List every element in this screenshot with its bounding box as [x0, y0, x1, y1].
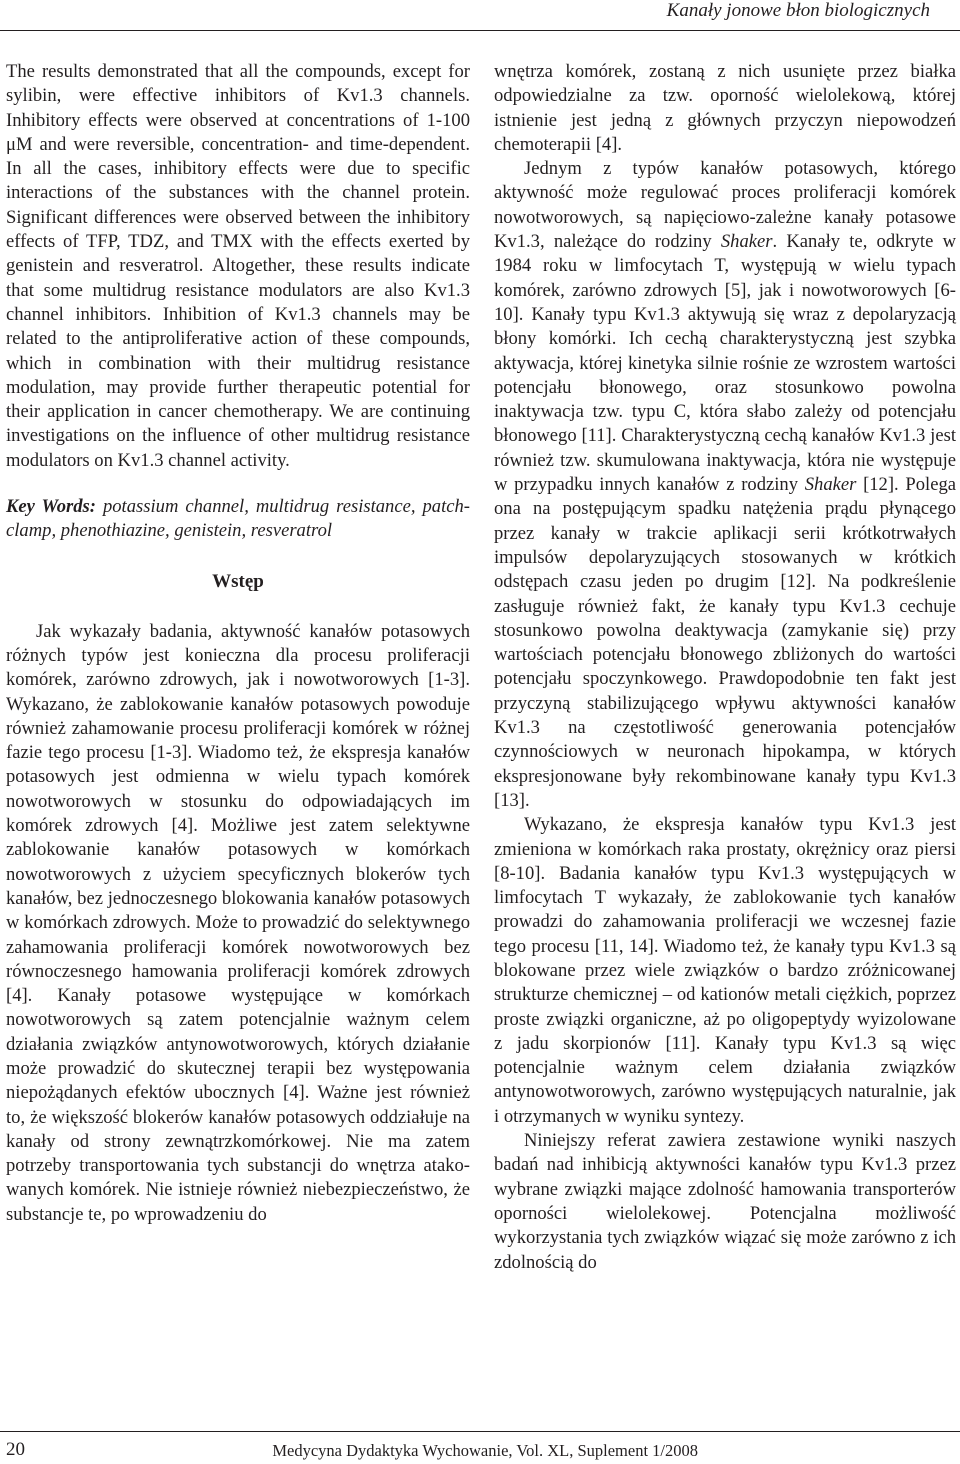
- kv13-text-1: Jednym z typów kanałów potasowych, którego aktywność może regulować proces proliferacji komórek nowotworowych, są napięciowo-zależne kanały potasowe Kv1.3, należące do rodziny: [494, 158, 956, 253]
- continued-paragraph: wnętrza komórek, zostaną z nich usunięte przez białka odpowiedzialne za tzw. oporność wielolekową, której istnienie jest jedną z głównych przyczyn niepowodzeń chemoterapii [4].: [494, 61, 956, 155]
- summary-paragraph: Niniejszy referat zawiera zestawione wyniki naszych badań nad inhibicją aktywności kanałów typu Kv1.3 przez wybrane związki mające zdolność hamowania transporterów oporności wielolekowej. Potencjalna możliwość wykorzystania tych związków wiązać się może zarówno z ich zdolnością do: [494, 1130, 956, 1273]
- right-column: [494, 60, 956, 1275]
- intro-paragraph: Jak wykazały badania, aktywność kanałów potasowych różnych typów jest konieczna dla procesu proliferacji komórek, zarówno zdrowych, jak i nowotworowych [1-3]. Wykazano, że zablokowanie kanałów potasowych powoduje również zahamowanie procesu proliferacji komórek w różnej fazie tego procesu [1-3]. Wiadomo też, że ekspresja kanałów potasowych jest odmienna w wielu typach komórek nowotworowych w stosunku do odpowiadających im komórek zdrowych [4]. Możliwe jest zatem selektywne zablokowanie kanałów potasowych w komórkach nowotworowych z użyciem specyficznych blokerów tych kanałów, bez jednoczesnego blokowania kanałów potasowych w komórkach zdrowych. Może to prowadzić do selektywnego zahamowania proliferacji komórek nowotworowych bez równoczesnego hamowania proliferacji komórek zdrowych [4]. Kanały potasowe występujące w komórkach nowotworowych są zatem potencjalnie ważnym celem działania związków antynowotworowych, których działanie może prowadzić do skutecznej terapii bez występowania niepożądanych efektów ubocznych [4]. Ważne jest również to, że większość blokerów kanałów potasowych oddziałuje na kanały od strony zewnątrzkomórkowej. Nie ma zatem potrzeby transportowania tych substancji do wnętrza atakowanych komórek. Nie istnieje również niebezpieczeństwo, że substancje te, po wprowadzeniu do: [6, 620, 470, 1225]
- footer-divider: [0, 1431, 960, 1432]
- journal-citation: Medycyna Dydaktyka Wychowanie, Vol. XL, Suplement 1/2008: [272, 1441, 698, 1460]
- expression-paragraph: Wykazano, że ekspresja kanałów typu Kv1.3 jest zmieniona w komórkach raka prostaty, okrężnicy oraz piersi [8-10]. Badania kanałów typu Kv1.3 występujących w limfocytach T wykazały, że zablokowanie tych kanałów prowadzi do zahamowania proliferacji we wczesnej fazie tego procesu [11, 14]. Wiadomo też, że kanały typu Kv1.3 są blokowane przez wiele związków o bardzo zróżnicowanej strukturze chemicznej – od kationów metali ciężkich, poprzez proste związki organiczne, aż po oligopeptydy wyizolowane z jadu skorpionów [11]. Kanały typu Kv1.3 są więc potencjalnie ważnym celem działania związków antynowotworowych, zarówno występujących naturalnie, jak i otrzymanych w wyniku syntezy.: [494, 814, 956, 1127]
- left-column: [6, 60, 470, 1227]
- keywords: [6, 495, 470, 544]
- keywords-list: potassium channel, multidrug resistance, patch-clamp, phenothiazine, genistein, resveratrol: [6, 496, 470, 542]
- section-heading: Wstęp: [212, 570, 264, 592]
- page-number: 20: [6, 1439, 25, 1460]
- keywords-label: Key Words:: [6, 496, 96, 518]
- running-header: Kanały jonowe błon biologicznych: [666, 0, 930, 21]
- shaker-term: Shaker: [720, 231, 773, 253]
- shaker-term-2: Shaker: [804, 474, 857, 496]
- abstract-paragraph: The results demonstrated that all the compounds, except for sylibin, were effective inhibitors of Kv1.3 channels. Inhibitory effects were observed at concentrations of 1-100 μM and were reversible, concentration- and time-dependent. In all the cases, inhibitory effects were due to specific interactions of the substances with the channel protein. Significant differences were observed between the inhibitory effects of TFP, TDZ, and TMX with the effects exerted by genistein and resveratrol. Altogether, these results indicate that some multidrug resistance modulators are also Kv1.3 channel inhibitors. Inhibition of Kv1.3 channels may be related to the antiproliferative action of these compounds, which in combination with their multidrug resistance modulation, may provide further therapeutic potential for their application in cancer chemotherapy. We are continuing investigations on the influence of other multidrug resistance modulators on Kv1.3 channel activity.: [6, 61, 470, 471]
- kv13-text-2: . Kanały te, odkryte w 1984 roku w limfocytach T, występują w wielu typach komórek, zarówno zdrowych [5], jak i nowotworowych [6-10]. Kanały typu Kv1.3 aktywują się wraz z depolaryzacją błony komórki. Ich cechą charakterystyczną jest szybka aktywacja, której kinetyka silnie rośnie ze wzrostem wartości potencjału błonowego, oraz stosunkowo powolna inaktywacja tzw. typu C, która słabo zależy od potencjału błonowego [11]. Charakterystyczną cechą kanałów Kv1.3 jest również tzw. skumulowana inaktywacja, która nie występuje w przypadku innych kanałów z rodziny: [494, 231, 956, 496]
- kv13-text-3: [12]. Polega ona na postępującym spadku natężenia prądu płynącego przez kanały w trakcie aplikacji serii krótkotrwałych impulsów depolaryzujących stosowanych w krótkich odstępach czasu jeden po drugim [12]. Na podkreślenie zasługuje również fakt, że kanały typu Kv1.3 cechuje stosunkowo powolna deaktywacja (zamykanie się) przy wartościach potencjału błonowego zbliżonych do wartości potencjału spoczynkowego. Prawdopodobnie ten fakt jest przyczyną stabilizującego wpływu aktywności kanałów Kv1.3 na częstotliwość generowania potencjałów czynnościowych w neuronach hipokampa, w których ekspresjonowane były rekombinowane kanały typu Kv1.3 [13].: [494, 474, 956, 811]
- header-divider: [0, 30, 960, 31]
- kv13-paragraph: [494, 157, 956, 813]
